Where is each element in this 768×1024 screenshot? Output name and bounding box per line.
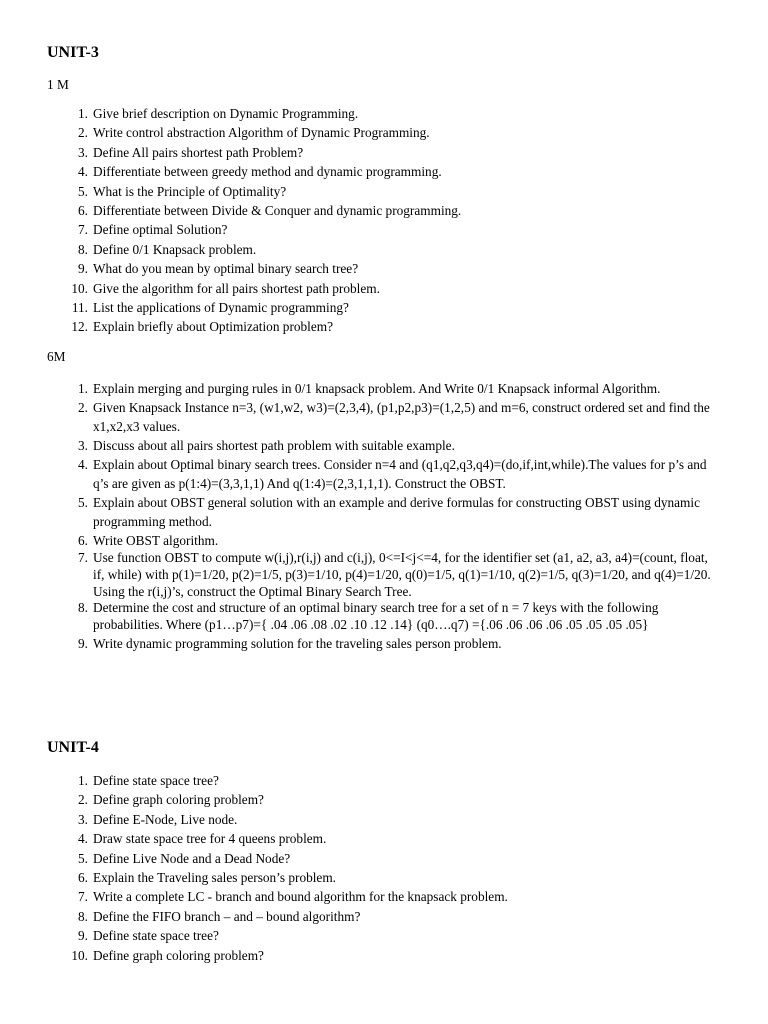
question-text: Define Live Node and a Dead Node? [93,850,291,866]
list-item: 1. Explain merging and purging rules in 0/1 knapsack problem. And Write 0/1 Knapsack informal Algorithm. [78,381,661,396]
list-item: 8. Determine the cost and structure of an optimal binary search tree for a set of n = 7 keys with the following probabilities. Where (p1…p7)={ .04 .06 .08 .02 .10 .12 .14} (q0….q7) ={.06 .06 .06 .06 .05 .05 .05 .05} [78,600,659,633]
list-item: 8. Define the FIFO branch – and – bound algorithm? [78,908,361,924]
list-item: 6. Write OBST algorithm. [78,533,219,548]
question-text: Give the algorithm for all pairs shortest path problem. [93,280,380,296]
question-text: Write a complete LC - branch and bound algorithm for the knapsack problem. [93,889,508,905]
list-item: 9. What do you mean by optimal binary search tree? [78,261,359,277]
unit3-6m-label: 6M [47,349,66,364]
question-text: Differentiate between Divide & Conquer and dynamic programming. [93,203,462,219]
question-subline: Using the r(i,j)’s, construct the Optimal Binary Search Tree. [93,583,412,599]
unit3-heading: UNIT-3 [47,44,99,61]
list-item: 3. Discuss about all pairs shortest path problem with suitable example. [78,438,455,453]
list-item: 12. Explain briefly about Optimization problem? [71,319,334,335]
unit4-heading: UNIT-4 [47,739,99,756]
list-item: 11. List the applications of Dynamic programming? [71,300,349,316]
list-item: 6. Explain the Traveling sales person’s problem. [78,870,337,886]
list-item: 6. Differentiate between Divide & Conquer and dynamic programming. [78,203,462,219]
list-item: 2. Given Knapsack Instance n=3, (w1,w2, w3)=(2,3,4), (p1,p2,p3)=(1,2,5) and m=6, construct ordered set and find the x1,x2,x3 values. [78,400,710,434]
question-text: Explain about Optimal binary search trees. Consider n=4 and (q1,q2,q3,q4)=(do,if,int,while).The values for p’s and q’s are given as p(1:4)=(3,3,1,1) And q(1:4)=(2,3,1,1,1). Construct the OBST. [93,457,707,491]
question-text: Define E-Node, Live node. [93,811,238,827]
question-text: Define state space tree? [93,928,219,944]
question-text: What do you mean by optimal binary search tree? [93,261,359,277]
list-item: 4. Differentiate between greedy method and dynamic programming. [78,164,442,180]
question-text: What is the Principle of Optimality? [93,183,287,199]
question-text: Give brief description on Dynamic Programming. [93,106,359,121]
list-item: 9. Write dynamic programming solution for the traveling sales person problem. [78,635,502,651]
list-item: 3. Define All pairs shortest path Problem? [78,144,304,160]
unit3-1m-label: 1 M [47,77,69,92]
unit3-1m-list [0,104,768,337]
unit3-6m-list [0,379,768,653]
question-text: Draw state space tree for 4 queens problem. [93,831,327,847]
question-text: Use function OBST to compute w(i,j),r(i,j) and c(i,j), 0<=I<j<=4, for the identifier set (a1, a2, a3, a4)=(count, float, if, while) with p(1)=1/20, p(2)=1/5, p(3)=1/10, p(4)=1/20, q(0)=1/5, q(1)=1/10, q(2)=1/5, q(3)=1/20, and q(4)=1/20. [93,550,711,582]
list-item: 3. Define E-Node, Live node. [78,811,238,827]
question-text: Differentiate between greedy method and dynamic programming. [93,164,442,180]
question-text: Explain briefly about Optimization problem? [93,319,334,335]
question-text: Determine the cost and structure of an optimal binary search tree for a set of n = 7 keys with the following probabilities. Where (p1…p7)={ .04 .06 .08 .02 .10 .12 .14} (q0….q7) ={.06 .06 .06 .06 .05 .05 .05 .05} [93,600,659,633]
list-item: 10. Define graph coloring problem? [71,947,264,963]
question-text: Define graph coloring problem? [93,947,264,963]
question-text: Write dynamic programming solution for the traveling sales person problem. [93,635,502,651]
question-text: Given Knapsack Instance n=3, (w1,w2, w3)=(2,3,4), (p1,p2,p3)=(1,2,5) and m=6, construct ordered set and find the x1,x2,x3 values. [93,400,710,434]
question-text: List the applications of Dynamic programming? [93,300,349,316]
list-item: 1. Give brief description on Dynamic Programming. [78,106,359,121]
question-text: Define graph coloring problem? [93,792,264,808]
question-text: Explain about OBST general solution with an example and derive formulas for constructing OBST using dynamic programming method. [93,495,700,529]
list-item: 7. Define optimal Solution? [78,222,228,238]
question-text: Discuss about all pairs shortest path problem with suitable example. [93,438,455,453]
list-item: 2. Define graph coloring problem? [78,792,264,808]
question-text: Define All pairs shortest path Problem? [93,144,304,160]
question-text: Write control abstraction Algorithm of Dynamic Programming. [93,125,430,141]
list-item: 5. Define Live Node and a Dead Node? [78,850,291,866]
question-text: Write OBST algorithm. [93,533,219,548]
question-text: Explain merging and purging rules in 0/1 knapsack problem. And Write 0/1 Knapsack informal Algorithm. [93,381,661,396]
list-item: 4. Draw state space tree for 4 queens problem. [78,831,327,847]
list-item: 10. Give the algorithm for all pairs shortest path problem. [71,280,380,296]
unit4-list [0,771,768,965]
list-item: 5. Explain about OBST general solution with an example and derive formulas for constructing OBST using dynamic programming method. [78,495,700,529]
question-text: Define the FIFO branch – and – bound algorithm? [93,908,361,924]
question-text: Define optimal Solution? [93,222,228,238]
list-item: 5. What is the Principle of Optimality? [78,183,287,199]
list-item: 1. Define state space tree? [78,773,219,788]
question-text: Explain the Traveling sales person’s problem. [93,870,337,886]
list-item: 8. Define 0/1 Knapsack problem. [78,241,257,257]
question-text: Define state space tree? [93,773,219,788]
list-item: 7. Use function OBST to compute w(i,j),r(i,j) and c(i,j), 0<=I<j<=4, for the identifier set (a1, a2, a3, a4)=(count, float, if, while) with p(1)=1/20, p(2)=1/5, p(3)=1/10, p(4)=1/20, q(0)=1/5, q(1)=1/10, q(2)=1/5, q(3)=1/20, and q(4)=1/20. Using the r(i,j)’s, construct the Optimal Binary Search Tree. [0,550,768,600]
question-text: Define 0/1 Knapsack problem. [93,241,257,257]
list-item: 2. Write control abstraction Algorithm of Dynamic Programming. [78,125,430,141]
list-item: 9. Define state space tree? [78,928,219,944]
list-item: 7. Write a complete LC - branch and bound algorithm for the knapsack problem. [78,889,508,905]
list-item: 4. Explain about Optimal binary search trees. Consider n=4 and (q1,q2,q3,q4)=(do,if,int,while).The values for p’s and q’s are given as p(1:4)=(3,3,1,1) And q(1:4)=(2,3,1,1,1). Construct the OBST. [78,457,707,491]
